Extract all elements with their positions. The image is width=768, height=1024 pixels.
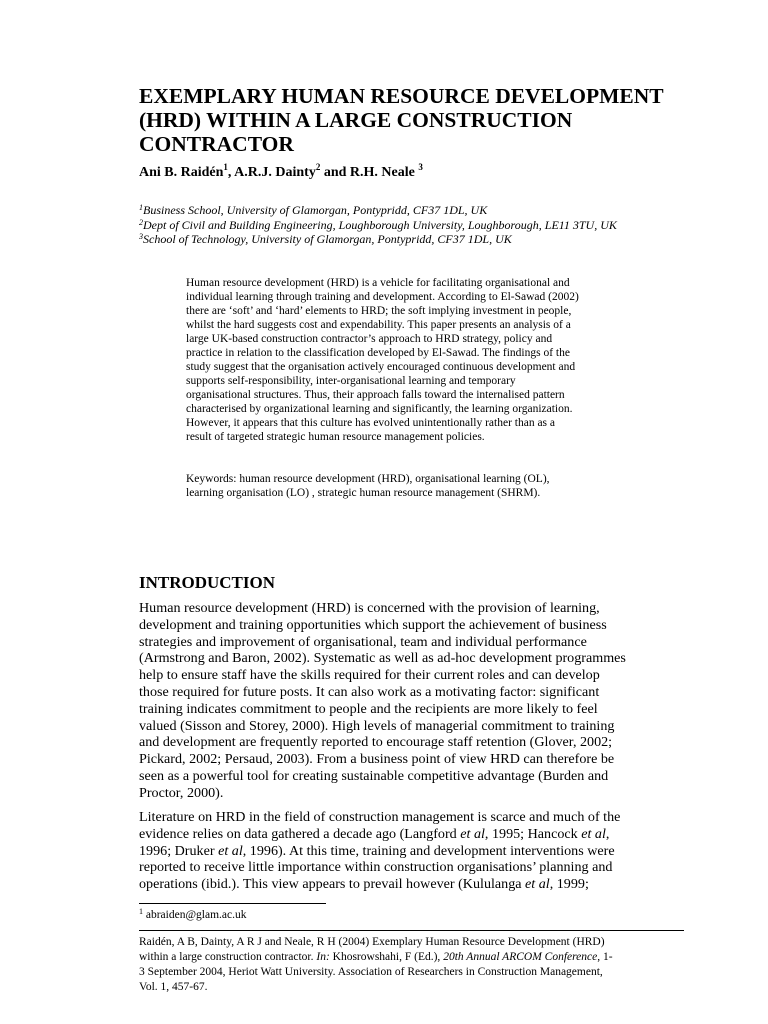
affiliation [139, 203, 617, 218]
keywords [186, 472, 634, 500]
citation-line: Raidén, A B, Dainty, A R J and Neale, R H (2004) Exemplary Human Resource Development (HRD) [139, 936, 605, 948]
paragraph-line: training indicates commitment to people and the recipients are more likely to feel [139, 700, 598, 717]
paragraph-line: those required for future posts. It can also work as a motivating factor: significant [139, 683, 600, 700]
citation-line [139, 950, 687, 965]
text-run: operations (ibid.). This view appears to prevail however (Kululanga [139, 876, 526, 893]
affiliation-text: Business School, University of Glamorgan, Pontypridd, CF37 1DL, UK [143, 203, 488, 217]
citation-line: Vol. 1, 457-67. [139, 981, 208, 993]
author-name: and R.H. Neale [320, 165, 419, 180]
author-affil-mark: 3 [418, 162, 423, 172]
author-list [139, 162, 423, 181]
keywords-line: learning organisation (LO) , strategic human resource management (SHRM). [186, 487, 541, 499]
abstract-line: practice in relation to the classification developed by El-Sawad. The findings of the [186, 347, 570, 359]
title-line: EXEMPLARY HUMAN RESOURCE DEVELOPMENT [139, 84, 664, 108]
citation-divider [139, 930, 684, 931]
affiliation-mark: 3 [139, 232, 143, 241]
italic-run: et al [460, 825, 485, 842]
paragraph-line: strategies and improvement of organisational, team and individual performance [139, 633, 587, 650]
author-affil-mark: 2 [315, 162, 321, 172]
text-run: Khosrowshahi, F (Ed.), [329, 951, 444, 963]
affiliation-mark: 2 [139, 217, 143, 227]
paragraph-line: Pickard, 2002; Persaud, 2003). From a business point of view HRD can therefore be [139, 751, 615, 768]
author-name: , A.R.J. Dainty [227, 165, 316, 180]
author-name: Ani B. Raidén [139, 165, 224, 180]
text-run: within a large construction contractor. [139, 951, 317, 963]
text-run: , [605, 825, 610, 842]
text-run: evidence relies on data gathered a decade ago (Langford [139, 825, 461, 842]
footnote-email: abraiden@glam.ac.uk [143, 909, 247, 921]
paragraph-line [139, 843, 684, 860]
footnote-mark: 1 [139, 907, 143, 916]
abstract-line: individual learning through training and development. According to El-Sawad (2002) [186, 291, 579, 303]
paper-title [139, 84, 699, 156]
affiliation [139, 218, 617, 233]
intro-paragraph-1 [139, 600, 684, 802]
abstract-line: result of targeted strategic human resource management policies. [186, 431, 485, 443]
affiliation-text: Dept of Civil and Building Engineering, Loughborough University, Loughborough, LE11 3TU, UK [143, 217, 617, 232]
text-run: , 1999; [549, 876, 589, 893]
abstract-line: large UK-based construction contractor’s approach to HRD strategy, policy and [186, 333, 553, 345]
paragraph-line: Human resource development (HRD) is concerned with the provision of learning, [139, 600, 600, 616]
paragraph-line: reported to receive little importance within construction organisations’ planning and [139, 859, 613, 876]
affiliation [139, 232, 617, 247]
text-run: , 1- [597, 951, 613, 963]
paragraph-line: help to ensure staff have the skills required for their current roles and can develop [139, 667, 600, 684]
title-line: CONTRACTOR [139, 132, 294, 156]
paragraph-line: Literature on HRD in the field of construction management is scarce and much of the [139, 809, 621, 825]
footnote-divider [139, 903, 326, 904]
paragraph-line: valued (Sisson and Storey, 2000). High levels of managerial commitment to training [139, 717, 615, 734]
abstract-line: supports self-responsibility, inter-organisational learning and temporary [186, 375, 516, 387]
abstract-line: organisational structures. Thus, their approach falls toward the internalised pattern [186, 389, 565, 401]
italic-run: 20th Annual ARCOM Conference [443, 951, 598, 963]
abstract-line: study suggest that the organisation actively encouraged continuous development and [186, 361, 576, 373]
paragraph-line: seen as a powerful tool for creating sustainable competitive advantage (Burden and [139, 767, 609, 784]
paragraph-line [139, 826, 684, 843]
italic-run: et al [525, 876, 550, 893]
abstract [186, 276, 634, 444]
text-run: 1996; Druker [139, 842, 219, 859]
affiliation-text: School of Technology, University of Glamorgan, Pontypridd, CF37 1DL, UK [143, 232, 512, 246]
text-run: , 1995; Hancock [484, 825, 582, 842]
paragraph-line: development and training opportunities which support the achievement of business [139, 616, 607, 633]
intro-paragraph-2 [139, 809, 684, 893]
text-run: , 1996). At this time, training and development interventions were [242, 842, 615, 859]
italic-run: et al [218, 842, 243, 859]
section-heading-introduction: INTRODUCTION [139, 573, 276, 592]
paragraph-line: (Armstrong and Baron, 2002). Systematic as well as ad-hoc development programmes [139, 650, 626, 667]
abstract-line: characterised by organizational learning and significantly, the learning organization. [186, 403, 573, 415]
abstract-line: However, it appears that this culture has evolved unintentionally rather than as a [186, 417, 556, 429]
abstract-line: whilst the hard suggests cost and expendability. This paper presents an analysis of a [186, 319, 571, 331]
footnote [139, 909, 247, 921]
abstract-line: Human resource development (HRD) is a vehicle for facilitating organisational and [186, 277, 570, 289]
italic-run: In: [316, 951, 330, 963]
citation-block [139, 935, 687, 995]
author-affil-mark: 1 [223, 162, 228, 172]
keywords-line: Keywords: human resource development (HRD), organisational learning (OL), [186, 473, 550, 485]
paragraph-line [139, 876, 684, 893]
paragraph-line: and development are frequently reported to encourage staff retention (Glover, 2002; [139, 734, 613, 751]
paragraph-line: Proctor, 2000). [139, 784, 224, 801]
affiliation-mark: 1 [139, 203, 143, 212]
abstract-line: there are ‘soft’ and ‘hard’ elements to HRD; the soft implying investment in people, [186, 305, 572, 317]
title-line: (HRD) WITHIN A LARGE CONSTRUCTION [139, 108, 573, 132]
affiliations [139, 203, 617, 247]
citation-line: 3 September 2004, Heriot Watt University. Association of Researchers in Construction Management, [139, 966, 603, 978]
italic-run: et al [581, 825, 606, 842]
